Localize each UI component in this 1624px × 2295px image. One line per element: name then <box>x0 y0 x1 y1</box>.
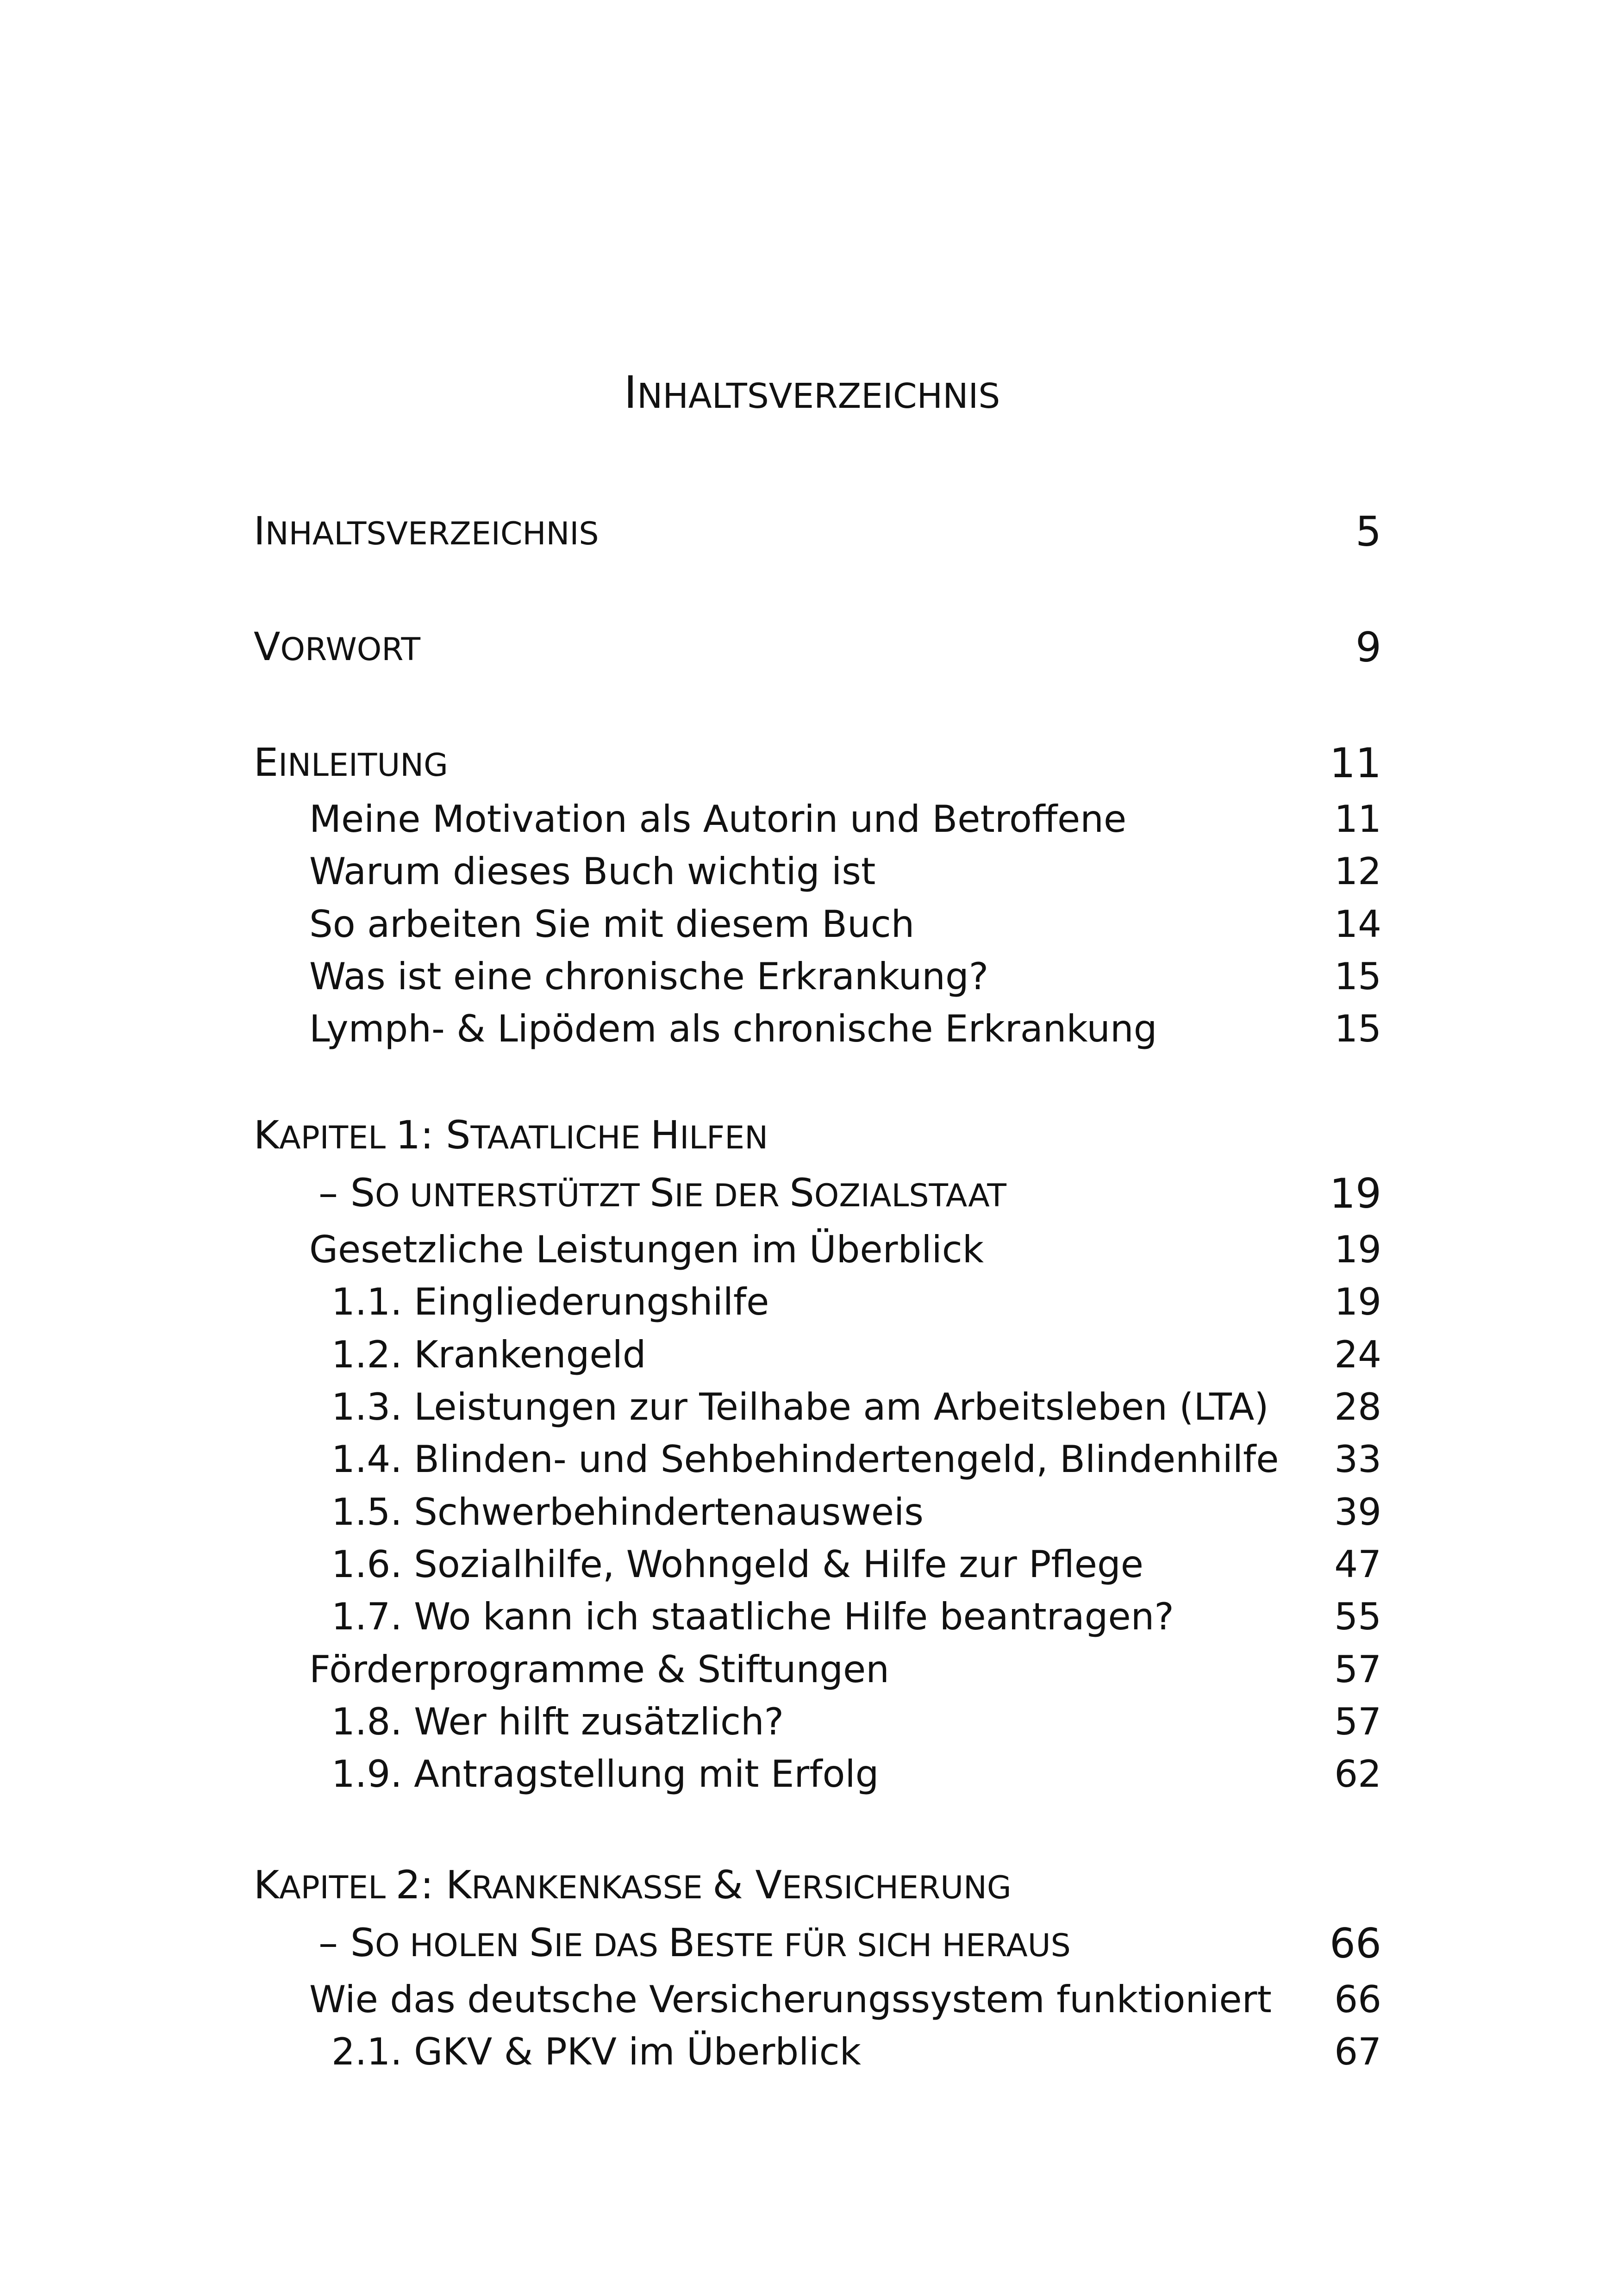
toc-entry[interactable] <box>0 850 1624 904</box>
toc-entry[interactable] <box>0 1700 1624 1754</box>
toc-page-number: 57 <box>1334 1648 1381 1691</box>
toc-entry-label: 2.1. GKV & PKV im Überblick <box>331 2030 861 2073</box>
toc-entry-label: Was ist eine chronische Erkrankung? <box>309 955 989 998</box>
toc-page-number: 66 <box>1334 1978 1381 2021</box>
toc-entry-label: Meine Motivation als Autorin und Betroffene <box>309 798 1127 841</box>
toc-chapter-2-title[interactable] <box>0 1862 1624 1916</box>
toc-entry-label: 1.5. Schwerbehindertenausweis <box>331 1491 924 1534</box>
toc-page-number: 57 <box>1334 1700 1381 1743</box>
toc-page-number: 33 <box>1334 1438 1381 1481</box>
toc-page-number: 11 <box>1334 798 1381 841</box>
toc-entry-label: Lymph- & Lipödem als chronische Erkrankung <box>309 1007 1157 1050</box>
toc-page-number: 19 <box>1330 1170 1381 1217</box>
toc-entry[interactable] <box>0 1280 1624 1335</box>
toc-entry-label: 1.2. Krankengeld <box>331 1333 646 1376</box>
toc-entry-label: 1.6. Sozialhilfe, Wohngeld & Hilfe zur Pflege <box>331 1543 1143 1586</box>
toc-page-number: 67 <box>1334 2030 1381 2073</box>
toc-entry-label: So arbeiten Sie mit diesem Buch <box>309 903 915 946</box>
toc-entry-einleitung[interactable] <box>0 739 1624 794</box>
toc-entry[interactable] <box>0 798 1624 852</box>
toc-chapter-1-subtitle[interactable] <box>0 1170 1624 1224</box>
page-title: INHALTSVERZEICHNIS <box>624 367 1000 418</box>
toc-entry[interactable] <box>0 1491 1624 1545</box>
toc-page-number: 24 <box>1334 1333 1381 1376</box>
toc-entry[interactable] <box>0 1752 1624 1807</box>
toc-entry[interactable] <box>0 955 1624 1009</box>
toc-entry-label: 1.8. Wer hilft zusätzlich? <box>331 1700 784 1743</box>
toc-entry-label: 1.4. Blinden- und Sehbehindertengeld, Blindenhilfe <box>331 1438 1279 1481</box>
toc-entry-label: Förderprogramme & Stiftungen <box>309 1648 889 1691</box>
toc-entry[interactable] <box>0 903 1624 957</box>
toc-page-number: 19 <box>1334 1280 1381 1323</box>
toc-entry[interactable] <box>0 2030 1624 2084</box>
toc-page-number: 62 <box>1334 1752 1381 1796</box>
toc-page-number: 11 <box>1330 739 1381 787</box>
toc-entry[interactable] <box>0 1007 1624 1061</box>
toc-entry-label: EINLEITUNG <box>254 740 448 785</box>
toc-page-number: 28 <box>1334 1385 1381 1428</box>
toc-entry-label: INHALTSVERZEICHNIS <box>254 508 599 554</box>
toc-entry-vorwort[interactable] <box>0 624 1624 678</box>
toc-entry[interactable] <box>0 1648 1624 1702</box>
toc-page-number: 15 <box>1334 1007 1381 1050</box>
toc-entry-label: 1.1. Eingliederungshilfe <box>331 1280 769 1323</box>
toc-entry-label: KAPITEL 1: STAATLICHE HILFEN <box>254 1112 768 1158</box>
toc-chapter-2-subtitle[interactable] <box>0 1920 1624 1974</box>
toc-entry[interactable] <box>0 1228 1624 1282</box>
toc-entry-label: Wie das deutsche Versicherungssystem funktioniert <box>309 1978 1272 2021</box>
toc-entry-label: KAPITEL 2: KRANKENKASSE & VERSICHERUNG <box>254 1862 1012 1908</box>
toc-entry[interactable] <box>0 1438 1624 1492</box>
toc-entry-label: Warum dieses Buch wichtig ist <box>309 850 876 893</box>
toc-entry-label: 1.9. Antragstellung mit Erfolg <box>331 1752 879 1796</box>
toc-entry-label: 1.3. Leistungen zur Teilhabe am Arbeitsleben (LTA) <box>331 1385 1269 1428</box>
toc-page-number: 15 <box>1334 955 1381 998</box>
toc-entry[interactable] <box>0 1595 1624 1649</box>
toc-entry-label: 1.7. Wo kann ich staatliche Hilfe beantragen? <box>331 1595 1174 1638</box>
toc-page-number: 9 <box>1355 624 1381 671</box>
toc-entry-label: – SO UNTERSTÜTZT SIE DER SOZIALSTAAT <box>319 1170 1006 1216</box>
toc-entry-inhaltsverzeichnis[interactable] <box>0 508 1624 562</box>
toc-page-number: 66 <box>1330 1920 1381 1967</box>
toc-entry-label: VORWORT <box>254 624 421 669</box>
toc-entry[interactable] <box>0 1333 1624 1387</box>
toc-entry-label: Gesetzliche Leistungen im Überblick <box>309 1228 984 1271</box>
toc-page-number: 47 <box>1334 1543 1381 1586</box>
toc-entry-label: – SO HOLEN SIE DAS BESTE FÜR SICH HERAUS <box>319 1920 1071 1965</box>
toc-page-number: 14 <box>1334 903 1381 946</box>
toc-page-number: 12 <box>1334 850 1381 893</box>
toc-page-number: 5 <box>1355 508 1381 555</box>
toc-entry[interactable] <box>0 1385 1624 1440</box>
toc-page-number: 39 <box>1334 1491 1381 1534</box>
toc-entry[interactable] <box>0 1978 1624 2032</box>
toc-entry[interactable] <box>0 1543 1624 1597</box>
toc-page-number: 55 <box>1334 1595 1381 1638</box>
toc-page-number: 19 <box>1334 1228 1381 1271</box>
toc-chapter-1-title[interactable] <box>0 1112 1624 1166</box>
